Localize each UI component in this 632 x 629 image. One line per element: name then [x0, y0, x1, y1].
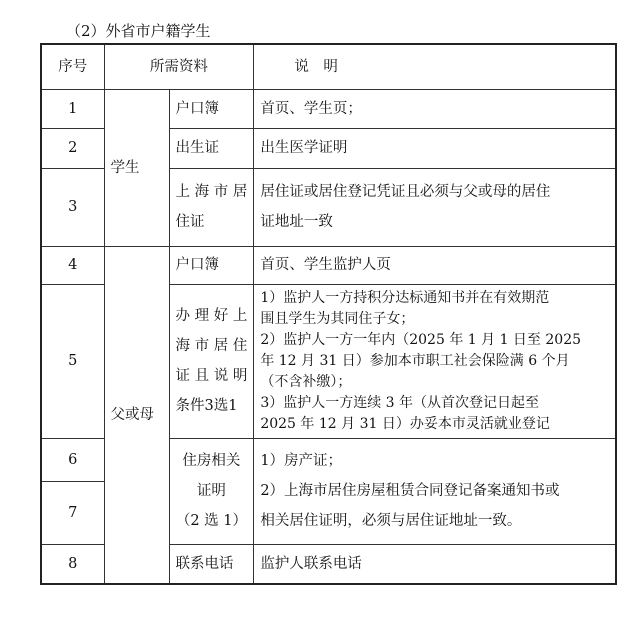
row-material: 办 理 好 上 海 市 居 住 证 且 说 明 条件3选1	[169, 284, 254, 438]
row-seq: 2	[41, 128, 104, 168]
housing-desc: 1）房产证； 2）上海市居住房屋租赁合同登记备案通知书或 相关居住证明，必须与居住证地址一致。	[254, 438, 616, 544]
header-seq: 序号	[41, 44, 104, 89]
row-material: 出生证	[169, 128, 254, 168]
section-title: （2）外省市户籍学生	[66, 22, 211, 40]
row-desc: 首页、学生监护人页	[254, 246, 616, 284]
group-student: 学生	[104, 89, 169, 246]
housing-material: 住房相关 证明 （2 选 1）	[169, 438, 254, 544]
table-header	[41, 44, 616, 89]
row-seq: 5	[41, 284, 104, 438]
row-material: 户口簿	[169, 246, 254, 284]
row-material: 联系电话	[169, 544, 254, 584]
row-seq: 1	[41, 89, 104, 128]
row-seq: 4	[41, 246, 104, 284]
row-material: 户口簿	[169, 89, 254, 128]
header-materials: 所需资料	[104, 44, 254, 89]
row-seq: 8	[41, 544, 104, 584]
header-desc: 说 明	[254, 44, 616, 89]
row-material: 上 海 市 居 住证	[169, 168, 254, 246]
row-desc: 首页、学生页；	[254, 89, 616, 128]
row-desc: 1）监护人一方持积分达标通知书并在有效期范 围且学生为其同住子女； 2）监护人一方一年内（2025 年 1 月 1 日至 2025 年 12 月 31 日）参加本市职工社会保险满 6 个月 （不含补缴）； 3）监护人一方连续 3 年（从首次登记日起至 2025 年 12 月 31 日）办妥本市灵活就业登记	[254, 284, 616, 438]
row-seq: 6	[41, 438, 104, 481]
table-row	[41, 89, 616, 128]
row-desc: 出生医学证明	[254, 128, 616, 168]
row-desc: 监护人联系电话	[254, 544, 616, 584]
group-parent: 父或母	[104, 246, 169, 584]
row-seq: 3	[41, 168, 104, 246]
row-desc: 居住证或居住登记凭证且必须与父或母的居住 证地址一致	[254, 168, 616, 246]
table-row	[41, 246, 616, 284]
row-seq: 7	[41, 481, 104, 544]
requirements-table	[40, 43, 617, 585]
